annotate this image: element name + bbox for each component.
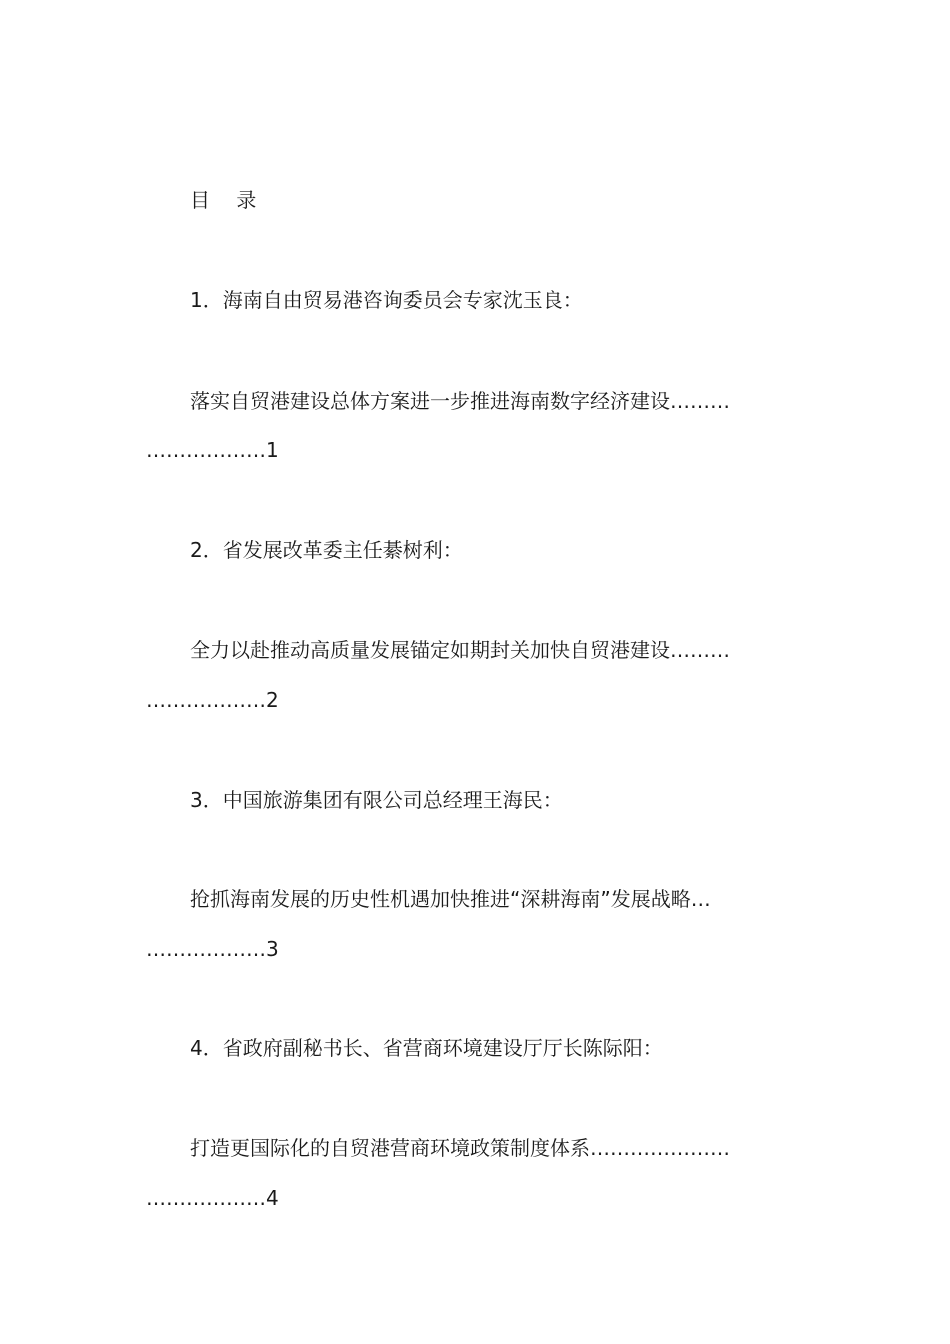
toc-entry-1-heading: 1．海南自由贸易港咨询委员会专家沈玉良：: [190, 288, 583, 312]
toc-entry-3-continuation: ………………3: [146, 937, 279, 961]
toc-entry-2-subtitle: 全力以赴推动高质量发展锚定如期封关加快自贸港建设………: [190, 638, 730, 662]
toc-entry-1-subtitle: 落实自贸港建设总体方案进一步推进海南数字经济建设………: [190, 389, 730, 413]
toc-entry-2-continuation: ………………2: [146, 688, 279, 712]
toc-entry-2-heading: 2．省发展改革委主任綦树利：: [190, 538, 463, 562]
toc-entry-4-subtitle: 打造更国际化的自贸港营商环境政策制度体系…………………: [190, 1136, 730, 1160]
toc-title: 目 录: [190, 188, 267, 212]
toc-entry-3-subtitle: 抢抓海南发展的历史性机遇加快推进“深耕海南”发展战略…: [190, 887, 711, 911]
toc-entry-1-continuation: ………………1: [146, 438, 279, 462]
toc-entry-4-heading: 4．省政府副秘书长、省营商环境建设厅厅长陈际阳：: [190, 1036, 663, 1060]
toc-entry-4-continuation: ………………4: [146, 1186, 279, 1210]
toc-entry-3-heading: 3．中国旅游集团有限公司总经理王海民：: [190, 788, 563, 812]
